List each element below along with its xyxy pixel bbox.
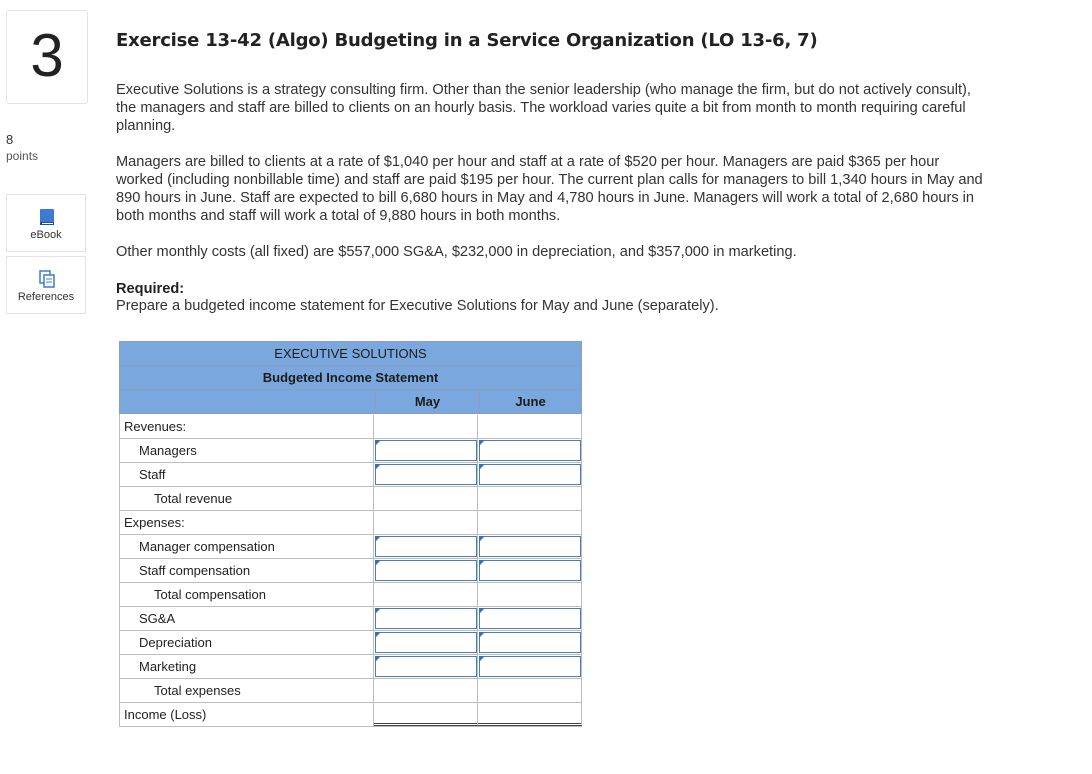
rates-line: Managers are billed to clients at a rate of $1,040 per hour and staff at a rate of $520 per hour. Managers are paid $365 per hour	[116, 154, 940, 170]
table-row	[119, 535, 582, 559]
row-label: Staff	[120, 463, 374, 486]
june-cell	[478, 415, 582, 438]
may-amount-input[interactable]	[375, 656, 477, 677]
input-marker-icon	[375, 464, 381, 470]
june-cell	[478, 487, 582, 510]
june-amount-input[interactable]	[479, 656, 581, 677]
table-row	[119, 703, 582, 727]
june-amount-input[interactable]	[479, 632, 581, 653]
may-cell	[374, 463, 478, 486]
row-label: Depreciation	[120, 631, 374, 654]
june-amount-input[interactable]	[479, 536, 581, 557]
statement-rows	[119, 415, 582, 727]
input-marker-icon	[375, 536, 381, 542]
ebook-label: eBook	[30, 229, 62, 241]
may-cell	[374, 487, 478, 510]
input-marker-icon	[479, 608, 485, 614]
table-row	[119, 655, 582, 679]
june-column-header: June	[515, 394, 546, 409]
may-amount-input[interactable]	[375, 536, 477, 557]
may-cell	[374, 631, 478, 654]
input-marker-icon	[375, 656, 381, 662]
june-cell	[478, 655, 582, 678]
table-row	[119, 439, 582, 463]
may-cell	[374, 679, 478, 702]
intro-line: the managers and staff are billed to clients on an hourly basis. The workload varies quite a bit from month to month requiring careful	[116, 100, 966, 116]
may-cell	[374, 511, 478, 534]
table-row	[119, 679, 582, 703]
required-label: Required:	[116, 281, 185, 297]
company-header: EXECUTIVE SOLUTIONS	[119, 341, 582, 365]
table-row	[119, 631, 582, 655]
june-cell	[478, 607, 582, 630]
input-marker-icon	[479, 656, 485, 662]
june-amount-input[interactable]	[479, 464, 581, 485]
june-cell	[478, 463, 582, 486]
may-cell	[374, 535, 478, 558]
input-marker-icon	[375, 608, 381, 614]
book-icon	[37, 207, 57, 227]
may-column-header: May	[376, 390, 480, 413]
input-marker-icon	[479, 536, 485, 542]
june-amount-input[interactable]	[479, 440, 581, 461]
june-cell	[478, 583, 582, 606]
table-row	[119, 583, 582, 607]
june-cell	[478, 679, 582, 702]
june-amount-input[interactable]	[479, 608, 581, 629]
row-label: Total compensation	[120, 583, 374, 606]
table-row	[119, 511, 582, 535]
statement-title: Budgeted Income Statement	[119, 365, 582, 389]
may-cell	[374, 415, 478, 438]
june-cell	[478, 703, 582, 726]
rates-line: both months and staff will work a total of 9,880 hours in both months.	[116, 208, 561, 224]
row-label: Revenues:	[120, 415, 374, 438]
input-marker-icon	[375, 560, 381, 566]
rates-line: worked (including nonbillable time) and staff are paid $195 per hour. The current plan calls for managers to bill 1,340 hours in May and	[116, 172, 983, 188]
table-row	[119, 487, 582, 511]
june-cell	[478, 511, 582, 534]
rates-paragraph	[116, 153, 1056, 225]
row-label: Managers	[120, 439, 374, 462]
label-column-header	[120, 390, 376, 413]
row-label: Marketing	[120, 655, 374, 678]
table-row	[119, 607, 582, 631]
fixed-costs-paragraph: Other monthly costs (all fixed) are $557,000 SG&A, $232,000 in depreciation, and $357,000 in marketing.	[116, 244, 797, 260]
input-marker-icon	[375, 440, 381, 446]
income-statement-table	[119, 341, 582, 727]
references-label: References	[17, 291, 75, 303]
june-cell	[478, 631, 582, 654]
points-label: points	[6, 149, 39, 163]
input-marker-icon	[479, 464, 485, 470]
ebook-button[interactable]	[6, 194, 86, 252]
row-label: Total expenses	[120, 679, 374, 702]
column-header-row	[119, 389, 582, 414]
june-cell	[478, 559, 582, 582]
row-label: Total revenue	[120, 487, 374, 510]
may-amount-input[interactable]	[375, 608, 477, 629]
question-number-box	[6, 10, 88, 104]
june-cell	[478, 439, 582, 462]
row-label: Manager compensation	[120, 535, 374, 558]
row-label: Staff compensation	[120, 559, 374, 582]
may-amount-input[interactable]	[375, 440, 477, 461]
references-button[interactable]	[6, 256, 86, 314]
exercise-title: Exercise 13-42 (Algo) Budgeting in a Service Organization (LO 13-6, 7)	[116, 30, 818, 51]
table-row	[119, 559, 582, 583]
row-label: Income (Loss)	[120, 703, 374, 726]
input-marker-icon	[479, 440, 485, 446]
may-cell	[374, 439, 478, 462]
june-amount-input[interactable]	[479, 560, 581, 581]
june-cell	[478, 535, 582, 558]
intro-paragraph	[116, 81, 1056, 135]
intro-line: planning.	[116, 118, 176, 134]
may-amount-input[interactable]	[375, 464, 477, 485]
required-text: Prepare a budgeted income statement for Executive Solutions for May and June (separately).	[116, 298, 719, 314]
points-value: 8	[6, 132, 14, 147]
may-cell	[374, 559, 478, 582]
may-cell	[374, 607, 478, 630]
may-amount-input[interactable]	[375, 560, 477, 581]
row-label: Expenses:	[120, 511, 374, 534]
intro-line: Executive Solutions is a strategy consulting firm. Other than the senior leadership (who manage the firm, but do not actively consult),	[116, 82, 971, 98]
input-marker-icon	[375, 632, 381, 638]
input-marker-icon	[479, 560, 485, 566]
row-label: SG&A	[120, 607, 374, 630]
may-cell	[374, 703, 478, 726]
table-row	[119, 463, 582, 487]
table-row	[119, 415, 582, 439]
may-cell	[374, 583, 478, 606]
copy-icon	[37, 269, 57, 289]
rates-line: 890 hours in June. Staff are expected to bill 6,680 hours in May and 4,780 hours in June. Managers will work a total of 2,680 hours in	[116, 190, 975, 206]
question-number: 3	[30, 22, 64, 89]
may-cell	[374, 655, 478, 678]
may-amount-input[interactable]	[375, 632, 477, 653]
input-marker-icon	[479, 632, 485, 638]
